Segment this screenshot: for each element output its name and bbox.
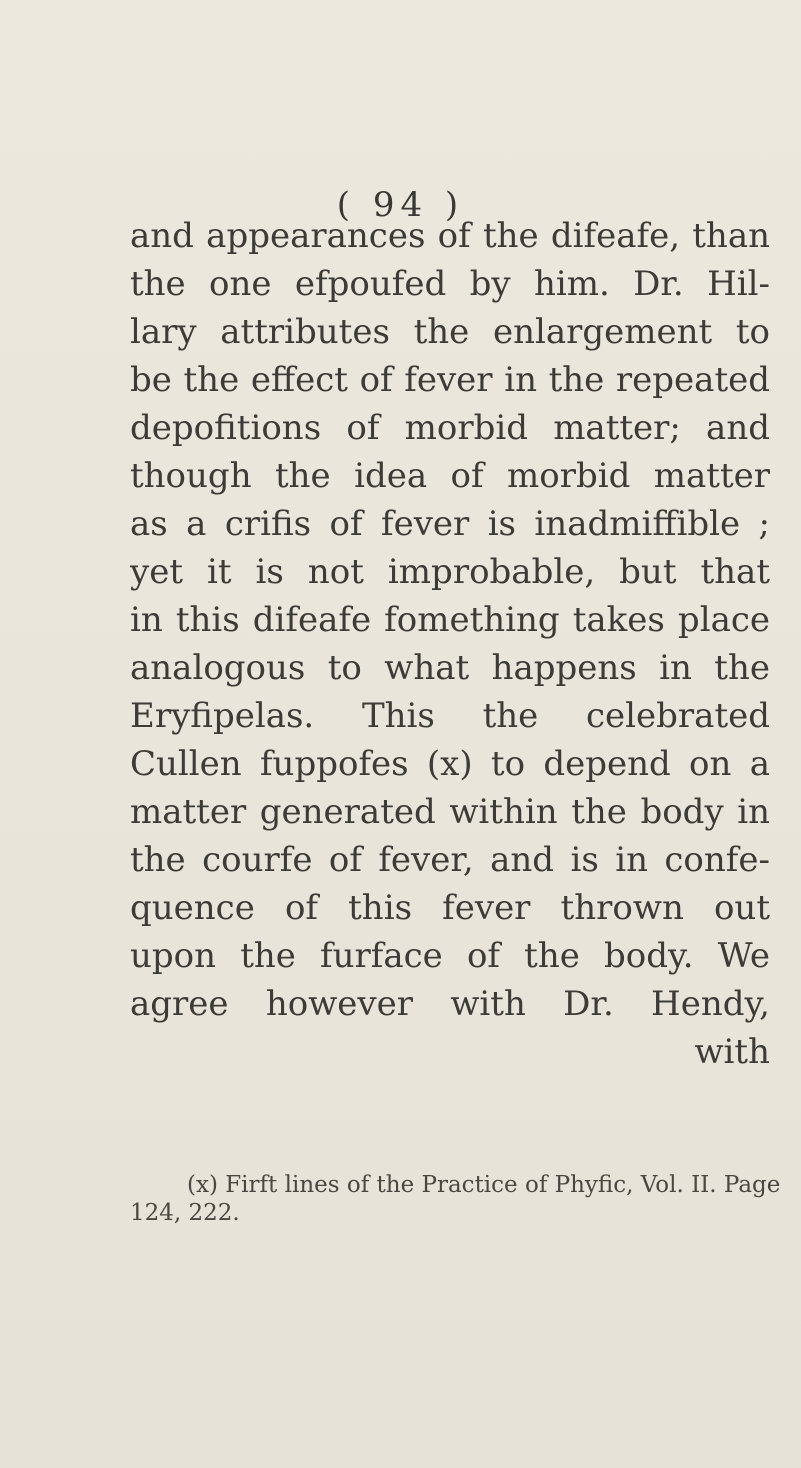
text-line: lary attributes the enlargement to — [130, 312, 770, 352]
text-line: and appearances of the difeafe, than — [130, 216, 770, 256]
footnote-line: (x) Firft lines of the Practice of Phyfic, Vol. II. Page — [187, 1172, 781, 1198]
text-line: upon the furface of the body. We — [130, 936, 770, 976]
text-line: the one efpoufed by him. Dr. Hil- — [130, 264, 770, 304]
text-line: as a crifis of fever is inadmiffible ; — [130, 504, 770, 544]
page-number: ( 94 ) — [336, 185, 465, 225]
text-line: analogous to what happens in the — [130, 648, 770, 688]
text-line: matter generated within the body in — [130, 792, 770, 832]
catchword: with — [694, 1032, 770, 1072]
text-line: quence of this fever thrown out — [130, 888, 770, 928]
text-line: be the effect of fever in the repeated — [130, 360, 770, 400]
text-line: Eryfipelas. This the celebrated — [130, 696, 770, 736]
text-line: yet it is not improbable, but that — [130, 552, 770, 592]
text-line: depofitions of morbid matter; and — [130, 408, 770, 448]
footnote-line: 124, 222. — [130, 1200, 240, 1226]
text-line: agree however with Dr. Hendy, — [130, 984, 770, 1024]
text-line: though the idea of morbid matter — [130, 456, 770, 496]
text-line: in this difeafe fomething takes place — [130, 600, 770, 640]
text-line: Cullen fuppofes (x) to depend on a — [130, 744, 770, 784]
text-line: the courfe of fever, and is in confe- — [130, 840, 770, 880]
